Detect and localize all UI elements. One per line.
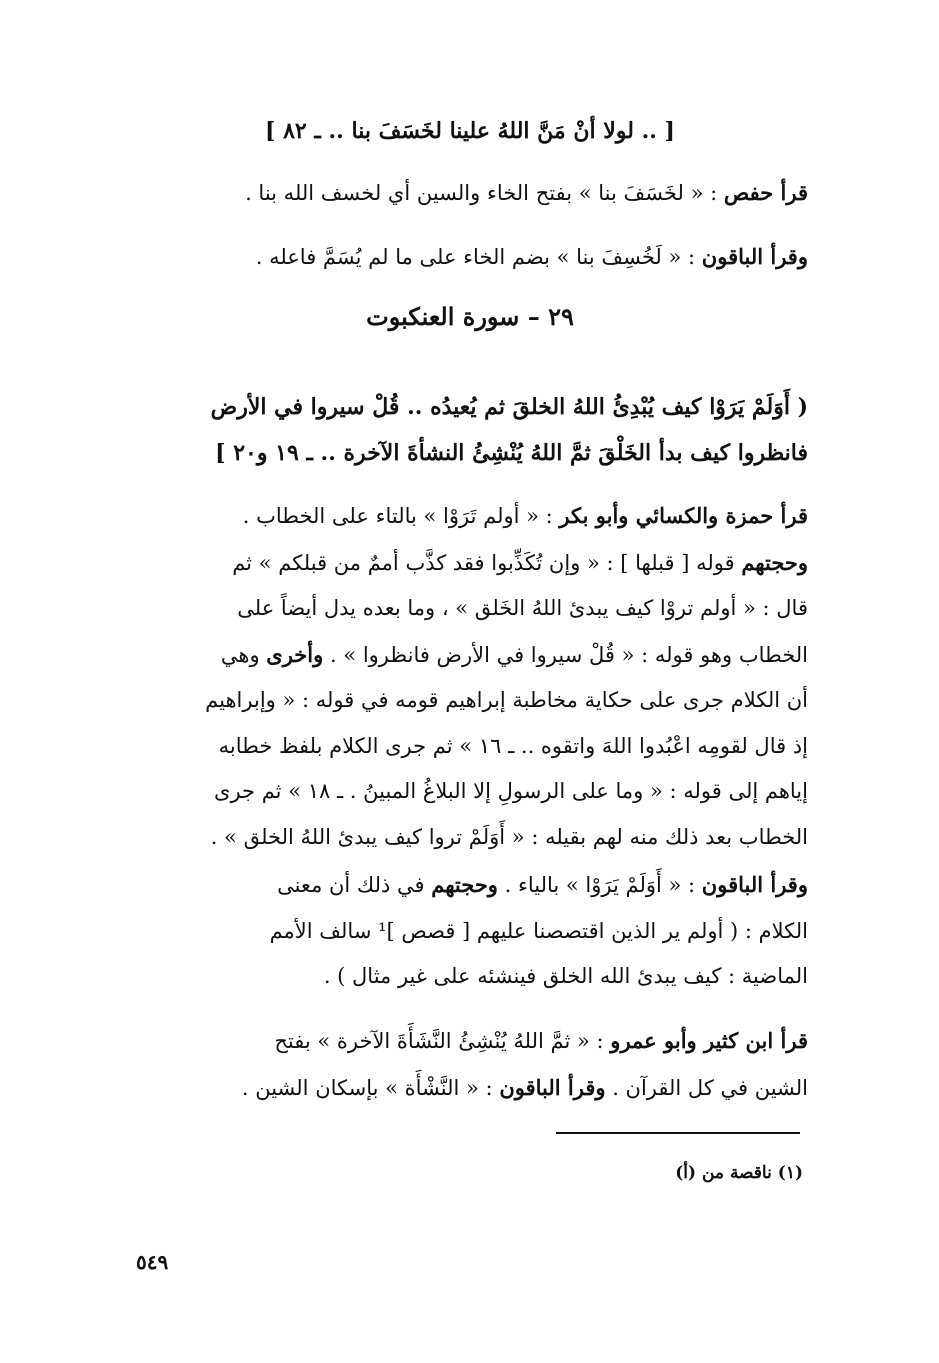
verse-19-20-line-1: ( أَوَلَمْ يَرَوْا كيف يُبْدِئُ اللهُ الخلقَ ثم يُعيدُه .. قُلْ سيروا في الأرض	[210, 394, 808, 420]
verse-19-20-line-2: فانظروا كيف بدأ الخَلْقَ ثمَّ اللهُ يُنْشِئُ النشأةَ الآخرة .. ـ ١٩ و٢٠ ]	[215, 440, 808, 466]
paragraph-line	[132, 632, 808, 679]
reading-baqun-82-line	[132, 234, 808, 281]
paragraph-line: قال : « أولم تروْا كيف يبدئ اللهُ الخَلق » ، وما بعده يدل أيضاً على	[237, 596, 808, 620]
baqun-line-1-mid: : « أَوَلَمْ يَرَوْا » بالياء .	[497, 873, 702, 897]
verse-quote-19-20	[132, 384, 808, 476]
hamza-line-2-text: قوله [ قبلها ] : « وإن تُكَذِّبوا فقد كذَّب أممٌ من قبلكم » ثم	[232, 550, 742, 575]
page-number: ٥٤٩	[136, 1250, 169, 1274]
reading-hafs	[132, 170, 808, 217]
paragraph-line: الماضية : كيف يبدئ الله الخلق فينشئه على غير مثال ) .	[323, 964, 808, 988]
verse-82-text: [ .. لولا أنْ مَنَّ اللهُ علينا لخَسَفَ بنا .. ـ ٨٢ ]	[265, 118, 675, 144]
paragraph-line	[132, 1065, 808, 1112]
reading-baqun-paragraph	[132, 862, 808, 1000]
paragraph-line	[132, 862, 808, 909]
ibn-kathir-line-2-start: الشين في كل القرآن .	[605, 1075, 808, 1100]
ibn-kathir-line-2-end: : « النَّشْأَة » بإسكان الشين .	[241, 1075, 500, 1100]
ibn-kathir-line-1-text: : « ثمَّ اللهُ يُنْشِئُ النَّشَأَةَ الآخرة » بفتح	[274, 1029, 611, 1053]
paragraph-line: إياهم إلى قوله : « وما على الرسولِ إلا البلاغُ المبينُ . ـ ١٨ » ثم جرى	[214, 779, 808, 803]
reader-label-baqun-82: وقرأ الباقون	[701, 244, 808, 269]
hamza-line-4-end: وهي	[220, 642, 267, 667]
baqun-line-1-end: في ذلك أن معنى	[277, 873, 432, 897]
reader-label-hafs: قرأ حفص	[723, 180, 808, 205]
reader-label-ibn-kathir: قرأ ابن كثير وأبو عمرو	[610, 1028, 808, 1053]
footnote-separator	[556, 1132, 800, 1134]
hamza-line-4-start: الخطاب وهو قوله : « قُلْ سيروا في الأرض فانظروا » .	[323, 642, 808, 667]
paragraph-line	[132, 1018, 808, 1065]
paragraph-line: أن الكلام جرى على حكاية مخاطبة إبراهيم قومه في قوله : « وإبراهيم	[205, 688, 808, 712]
reader-label-baqun-last: وقرأ الباقون	[499, 1074, 606, 1100]
paragraph-line: الكلام : ( أولم ير الذين اقتصصنا عليهم [ قصص ]¹ سالف الأمم	[269, 918, 808, 943]
reading-ibn-kathir-paragraph	[132, 1018, 808, 1111]
hujja-label: وحجتهم	[431, 872, 498, 897]
reading-hafs-line	[132, 170, 808, 217]
paragraph-line: الخطاب بعد ذلك منه لهم بقيله : « أَوَلَمْ تروا كيف يبدئ اللهُ الخلق » .	[210, 824, 808, 849]
ukhra-label: وأخرى	[266, 641, 324, 667]
reader-label-hamza: قرأ حمزة والكسائي وأبو بكر	[559, 503, 808, 528]
reading-hafs-text: : « لخَسَفَ بنا » بفتح الخاء والسين أي لخسف الله بنا .	[245, 181, 724, 205]
footnote: (١) ناقصة من (أ)	[675, 1163, 803, 1183]
surah-heading: ٢٩ – سورة العنكبوت	[366, 302, 574, 331]
hamza-line-1-text: : « أولم تَرَوْا » بالتاء على الخطاب .	[242, 504, 560, 528]
verse-quote-82	[132, 108, 808, 154]
paragraph-line	[132, 493, 808, 540]
hujja-label: وحجتهم	[741, 549, 808, 575]
reading-baqun-82-text: : « لَخُسِفَ بنا » بضم الخاء على ما لم يُسَمَّ فاعله .	[255, 245, 702, 269]
paragraph-line: إذ قال لقومِه اعْبُدوا اللهَ واتقوه .. ـ ١٦ » ثم جرى الكلام بلفظ خطابه	[218, 733, 808, 758]
reading-hamza-paragraph	[132, 493, 808, 860]
paragraph-line	[132, 540, 808, 587]
reading-baqun-82	[132, 234, 808, 281]
reader-label-baqun: وقرأ الباقون	[701, 872, 808, 897]
